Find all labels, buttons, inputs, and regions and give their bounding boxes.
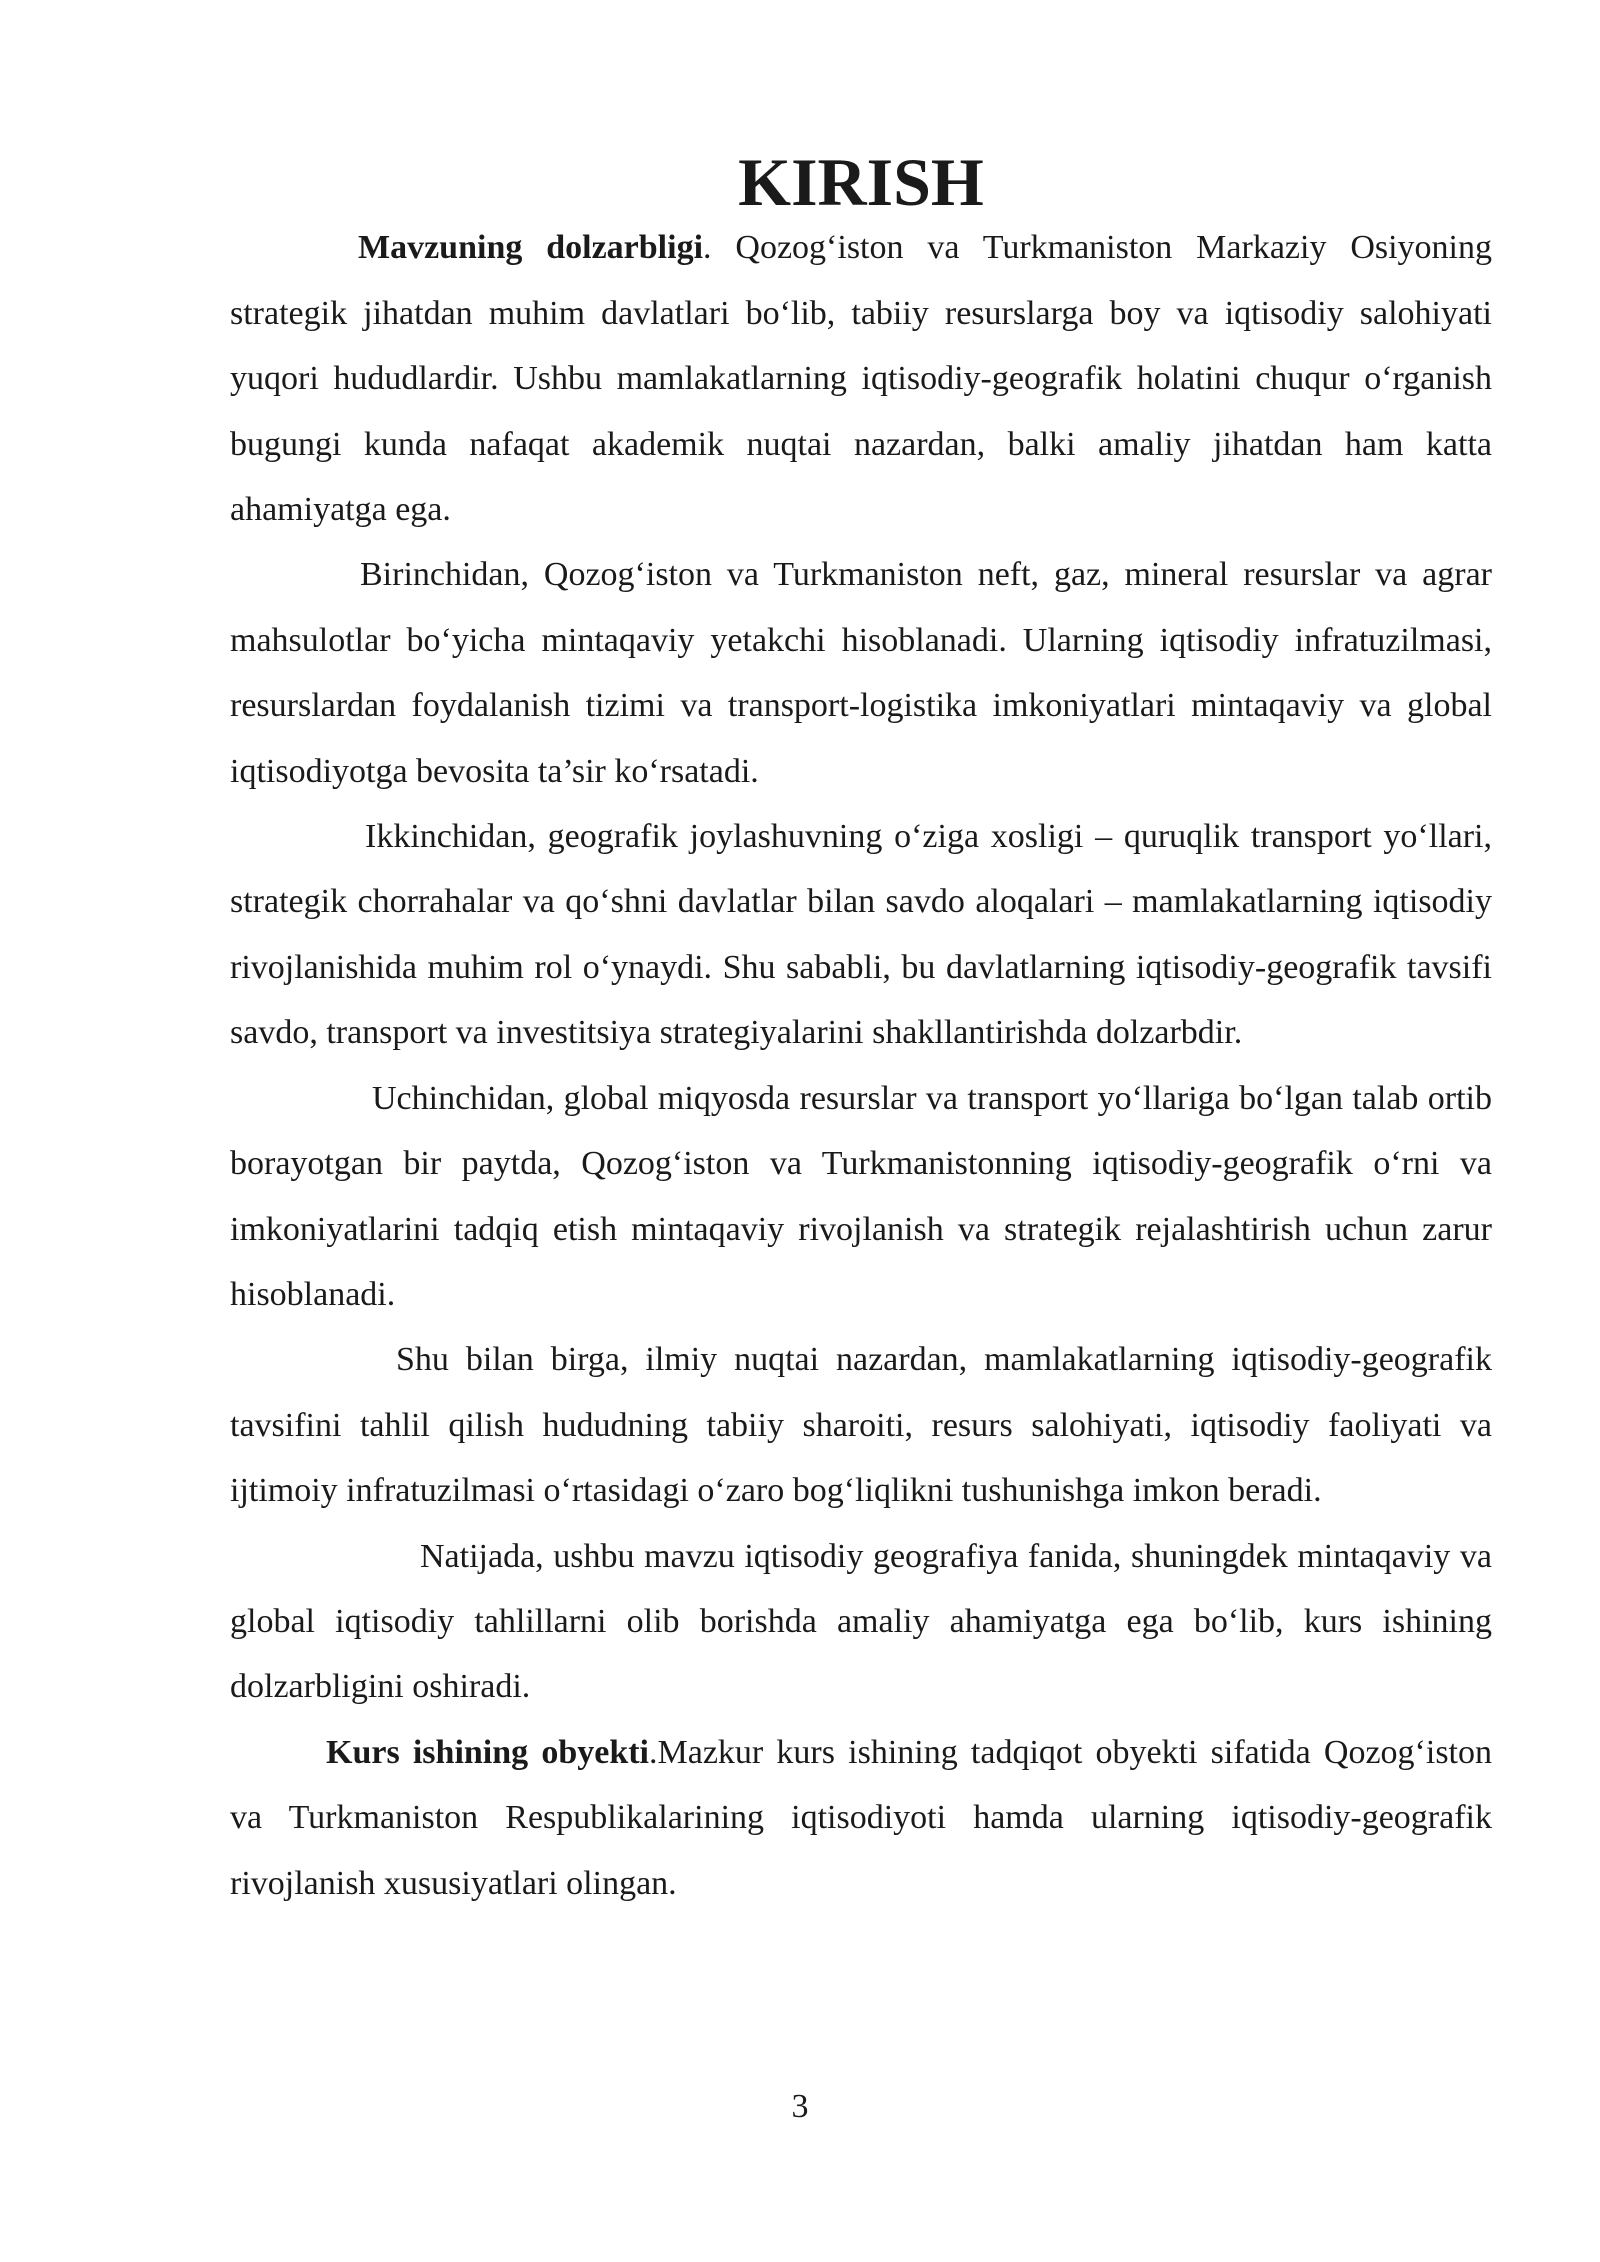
paragraph-secondly (230, 804, 1492, 1066)
paragraph-text: Uchinchidan, global miqyosda resurslar va transport yo‘llariga bo‘lgan talab ortib borayotgan bir paytda, Qozog‘iston va Turkmanistonning iqtisodiy-geografik o‘rni va imkoniyatlarini tadqiq etish mintaqaviy rivojlanish va strategik rejalashtirish uchun zarur hisoblanadi. (230, 1079, 1492, 1313)
paragraph-firstly (230, 542, 1492, 804)
paragraph-text: .Mazkur kurs ishining tadqiqot obyekti sifatida Qozog‘iston va Turkmaniston Respublikalarining iqtisodiyoti hamda ularning iqtisodiy-geografik rivojlanish xususiyatlari olingan. (230, 1733, 1493, 1902)
paragraph-text: Natijada, ushbu mavzu iqtisodiy geografiya fanida, shuningdek mintaqaviy va global iqtisodiy tahlillarni olib borishda amaliy ahamiyatga ega bo‘lib, kurs ishining dolzarbligini oshiradi. (230, 1537, 1492, 1706)
paragraph-relevance (230, 215, 1492, 542)
page-number: 3 (791, 2088, 809, 2125)
paragraph-thirdly (230, 1066, 1492, 1328)
paragraph-lead: Kurs ishining obyekti (326, 1733, 650, 1771)
paragraph-result (230, 1524, 1492, 1720)
paragraph-text: Ikkinchidan, geografik joylashuvning o‘ziga xosligi – quruqlik transport yo‘llari, strategik chorrahalar va qo‘shni davlatlar bilan savdo aloqalari – mamlakatlarning iqtisodiy rivojlanishida muhim rol o‘ynaydi. Shu sababli, bu davlatlarning iqtisodiy-geografik tavsifi savdo, transport va investitsiya strategiyalarini shakllantirishda dolzarbdir. (230, 818, 1492, 1052)
paragraph-text: Shu bilan birga, ilmiy nuqtai nazardan, mamlakatlarning iqtisodiy-geografik tavsifini tahlil qilish hududning tabiiy sharoiti, resurs salohiyati, iqtisodiy faoliyati va ijtimoiy infratuzilmasi o‘rtasidagi o‘zaro bog‘liqlikni tushunishga imkon beradi. (230, 1341, 1492, 1510)
document-page (230, 144, 1493, 1916)
paragraph-text: Birinchidan, Qozog‘iston va Turkmaniston neft, gaz, mineral resurslar va agrar mahsulotlar bo‘yicha mintaqaviy yetakchi hisoblanadi. Ularning iqtisodiy infratuzilmasi, resurslardan foydalanish tizimi va transport-logistika imkoniyatlari mintaqaviy va global iqtisodiyotga bevosita ta’sir ko‘rsatadi. (230, 556, 1492, 790)
paragraph-scientific (230, 1327, 1492, 1523)
paragraph-object (230, 1720, 1492, 1916)
paragraph-text: . Qozog‘iston va Turkmaniston Markaziy Osiyoning strategik jihatdan muhim davlatlari bo‘lib, tabiiy resurslarga boy va iqtisodiy salohiyati yuqori hududlardir. Ushbu mamlakatlarning iqtisodiy-geografik holatini chuqur o‘rganish bugungi kunda nafaqat akademik nuqtai nazardan, balki amaliy jihatdan ham katta ahamiyatga ega. (230, 229, 1493, 529)
paragraph-lead: Mavzuning dolzarbligi (358, 229, 704, 267)
section-heading: KIRISH (738, 144, 984, 220)
